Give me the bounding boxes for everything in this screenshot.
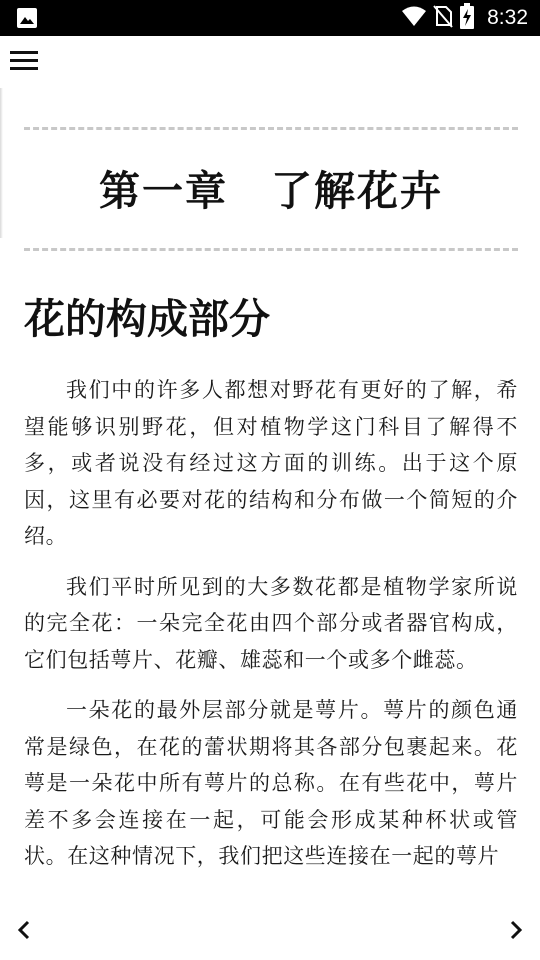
- status-icons: [401, 0, 528, 36]
- app-bar: [0, 36, 540, 88]
- chapter-divider-bottom: [24, 248, 518, 251]
- previous-page-button[interactable]: [10, 918, 38, 946]
- status-time: 8:32: [487, 6, 528, 29]
- paragraph-list: [24, 372, 518, 956]
- chevron-left-icon: [17, 920, 31, 944]
- paragraph: 我们中的许多人都想对野花有更好的了解，希望能够识别野花，但对植物学这门科目了解得不多，或者说没有经过这方面的训练。出于这个原因，这里有必要对花的结构和分布做一个简短的介绍。: [24, 378, 518, 548]
- gallery-icon: [16, 7, 38, 29]
- chevron-right-icon: [509, 920, 523, 944]
- battery-charging-icon: [459, 3, 475, 33]
- drawer-edge-shadow: [0, 88, 3, 238]
- paragraph: 一朵花的最外层部分就是萼片。萼片的颜色通常是绿色，在花的蕾状期将其各部分包裹起来。花萼是一朵花中所有萼片的总称。在有些花中，萼片差不多会连接在一起，可能会形成某种杯状或管状。在这种情况下，我们把这些连接在一起的萼片: [24, 698, 518, 868]
- chapter-title: 第一章 了解花卉: [99, 167, 443, 215]
- wifi-icon: [401, 5, 427, 31]
- paragraph: 我们平时所见到的大多数花都是植物学家所说的完全花：一朵完全花由四个部分或者器官构成，它们包括萼片、花瓣、雄蕊和一个或多个雌蕊。: [24, 574, 518, 672]
- section-title: 花的构成部分: [24, 295, 270, 343]
- chapter-divider-top: [24, 127, 518, 130]
- status-bar: [0, 0, 540, 36]
- menu-icon: [10, 49, 38, 75]
- menu-button[interactable]: [8, 46, 40, 78]
- no-sim-icon: [433, 4, 453, 32]
- next-page-button[interactable]: [502, 918, 530, 946]
